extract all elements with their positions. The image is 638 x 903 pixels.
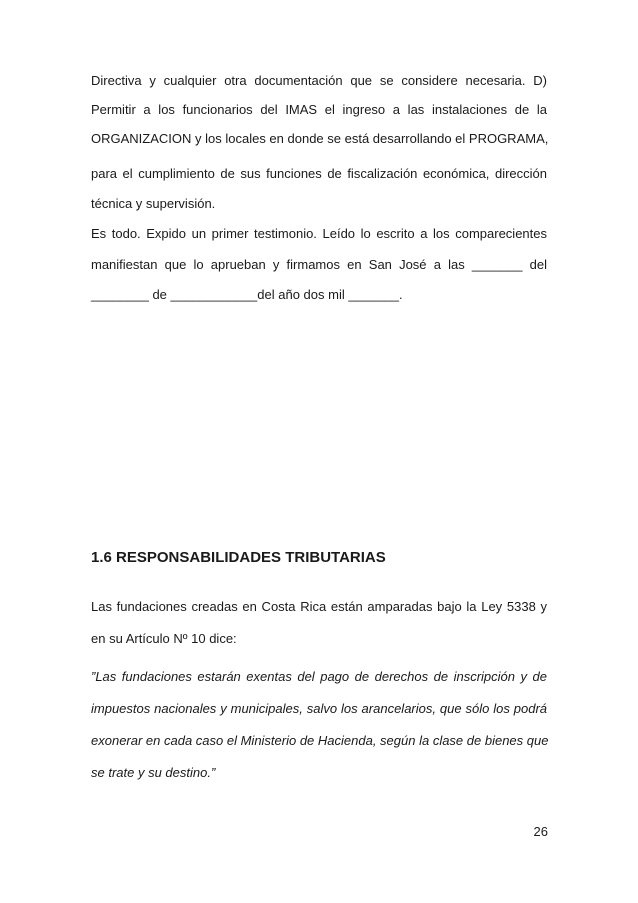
quote-line: exonerar en cada caso el Ministerio de Hacienda, según la clase de bienes que (91, 733, 549, 748)
page-number: 26 (533, 824, 548, 839)
paragraph-line: en su Artículo Nº 10 dice: (91, 631, 237, 646)
paragraph-line: Las fundaciones creadas en Costa Rica están amparadas bajo la Ley 5338 y (91, 599, 547, 614)
paragraph-line: ORGANIZACION y los locales en donde se está desarrollando el PROGRAMA, (91, 131, 549, 146)
paragraph-line: Permitir a los funcionarios del IMAS el ingreso a las instalaciones de la (91, 102, 547, 117)
paragraph-line: ________ de ____________del año dos mil _______. (91, 287, 403, 302)
paragraph-line: para el cumplimiento de sus funciones de fiscalización económica, dirección (91, 166, 547, 181)
quote-line: impuestos nacionales y municipales, salvo los arancelarios, que sólo los podrá (91, 701, 547, 716)
section-heading: 1.6 RESPONSABILIDADES TRIBUTARIAS (91, 549, 386, 566)
paragraph-line: Es todo. Expido un primer testimonio. Leído lo escrito a los comparecientes (91, 226, 547, 241)
paragraph-line: Directiva y cualquier otra documentación que se considere necesaria. D) (91, 73, 547, 88)
quote-line: se trate y su destino.” (91, 765, 216, 780)
paragraph-line: técnica y supervisión. (91, 196, 216, 211)
paragraph-line: manifiestan que lo aprueban y firmamos en San José a las _______ del (91, 257, 547, 272)
quote-line: ”Las fundaciones estarán exentas del pago de derechos de inscripción y de (91, 669, 547, 684)
